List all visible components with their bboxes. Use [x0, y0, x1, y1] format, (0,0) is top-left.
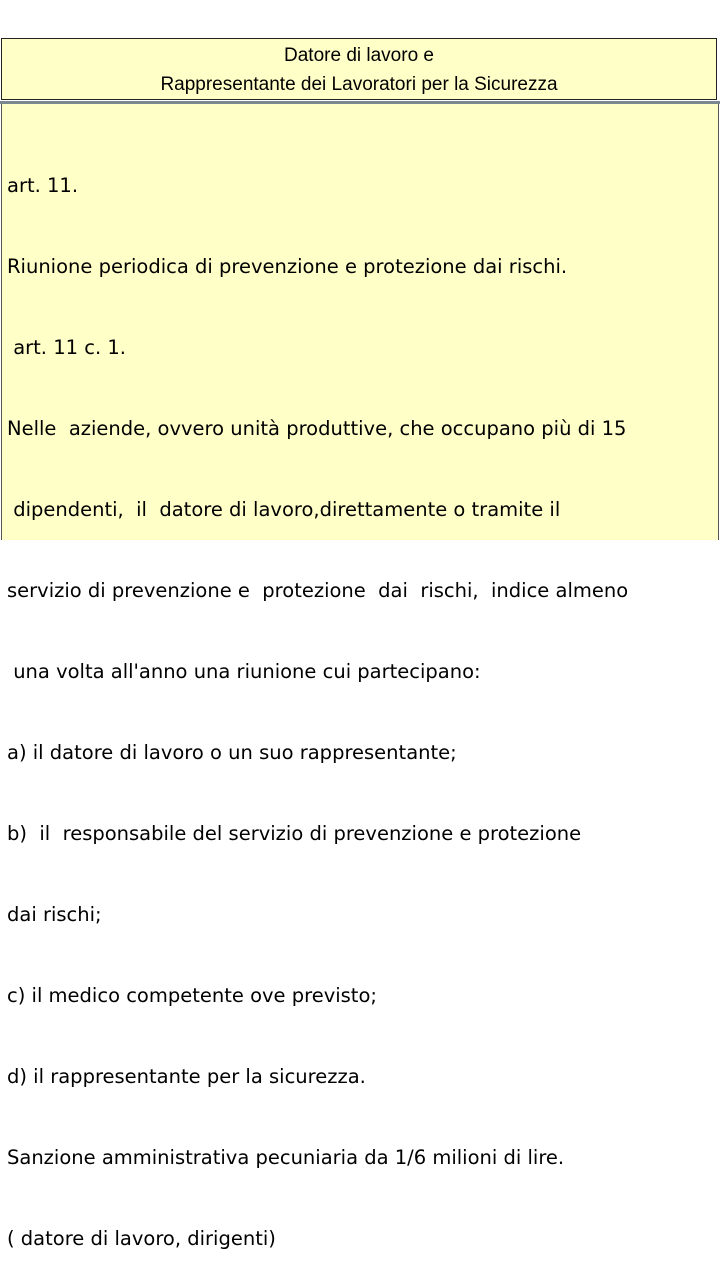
slide-body-text — [7, 118, 719, 1279]
slide-title-line-2: Rappresentante dei Lavoratori per la Sicurezza — [160, 74, 558, 95]
body-line: a) il datore di lavoro o un suo rappresentante; — [7, 741, 457, 764]
body-line: c) il medico competente ove previsto; — [7, 984, 377, 1007]
body-line: dai rischi; — [7, 903, 102, 926]
body-line: dipendenti, il datore di lavoro,direttamente o tramite il — [7, 498, 561, 521]
body-line: art. 11 c. 1. — [7, 336, 126, 359]
body-line: b) il responsabile del servizio di prevenzione e protezione — [7, 822, 582, 845]
body-line: ( datore di lavoro, dirigenti) — [7, 1227, 276, 1250]
body-line: d) il rappresentante per la sicurezza. — [7, 1065, 366, 1088]
body-line: servizio di prevenzione e protezione dai rischi, indice almeno — [7, 579, 629, 602]
body-line: Riunione periodica di prevenzione e protezione dai rischi. — [7, 255, 568, 278]
body-line: una volta all'anno una riunione cui partecipano: — [7, 660, 481, 683]
body-line: Sanzione amministrativa pecuniaria da 1/6 milioni di lire. — [7, 1146, 565, 1169]
body-line: Nelle aziende, ovvero unità produttive, che occupano più di 15 — [7, 417, 627, 440]
body-line: art. 11. — [7, 174, 79, 197]
slide-title-box — [1, 38, 717, 100]
slide-title-line-1: Datore di lavoro e — [284, 45, 434, 66]
